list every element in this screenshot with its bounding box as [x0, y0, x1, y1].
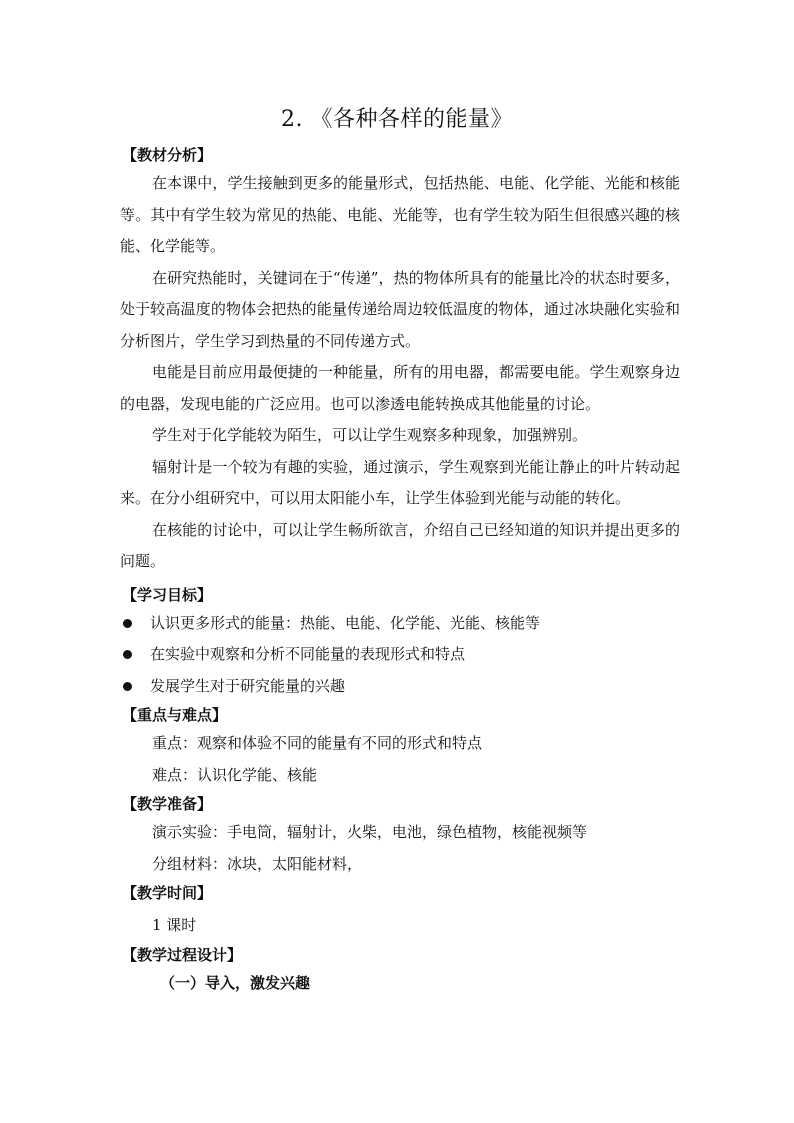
- page-title: 2. 《各种各样的能量》: [281, 107, 513, 132]
- section-heading-objectives: 【学习目标】: [122, 585, 213, 604]
- list-item-text: 认识更多形式的能量：热能、电能、化学能、光能、核能等: [150, 613, 541, 632]
- section-heading-analysis: 【教材分析】: [122, 146, 213, 164]
- paragraph: 辐射计是一个较为有趣的实验，通过演示，学生观察到光能让静止的叶片转动起来。在分小组研究中，可以用太阳能小车，让学生体验到光能与动能的转化。: [120, 457, 680, 507]
- list-item-text: 发展学生对于研究能量的兴趣: [150, 676, 346, 695]
- paragraph: 在研究热能时，关键词在于“传递”，热的物体所具有的能量比冷的状态时要多，处于较高温度的物体会把热的能量传递给周边较低温度的物体，通过冰块融化实验和分析图片，学生学习到热量的不同传递方式。: [120, 268, 680, 350]
- section-heading-key-points: 【重点与难点】: [122, 706, 228, 724]
- section-heading-time: 【教学时间】: [122, 884, 213, 902]
- process-subheading: （一）导入，激发兴趣: [160, 973, 311, 992]
- bullet-icon: [123, 682, 132, 691]
- demo-materials-line: 演示实验：手电筒，辐射计，火柴，电池，绿色植物，核能视频等: [152, 823, 588, 841]
- paragraph: 学生对于化学能较为陌生，可以让学生观察多种现象，加强辨别。: [152, 426, 588, 444]
- paragraph: 在核能的讨论中，可以让学生畅所欲言，介绍自己已经知道的知识并提出更多的问题。: [120, 520, 680, 570]
- section-heading-preparation: 【教学准备】: [122, 795, 213, 813]
- paragraph: 在本课中，学生接触到更多的能量形式，包括热能、电能、化学能、光能和核能等。其中有学生较为常见的热能、电能、光能等，也有学生较为陌生但很感兴趣的核能、化学能等。: [120, 174, 680, 255]
- bullet-icon: [123, 650, 132, 659]
- group-materials-line: 分组材料：冰块，太阳能材料，: [152, 854, 363, 873]
- list-item: [120, 671, 680, 703]
- bullet-icon: [123, 619, 132, 628]
- key-point-line: 重点：观察和体验不同的能量有不同的形式和特点: [152, 734, 483, 752]
- list-item-text: 在实验中观察和分析不同能量的表现形式和特点: [150, 645, 466, 663]
- paragraph: 电能是目前应用最便捷的一种能量，所有的用电器，都需要电能。学生观察身边的电器，发现电能的广泛应用。也可以渗透电能转换成其他能量的讨论。: [120, 363, 680, 413]
- list-item: [120, 608, 680, 640]
- list-item: [120, 639, 680, 671]
- lesson-time-value: 1 课时: [152, 916, 197, 934]
- difficulty-line: 难点：认识化学能、核能: [152, 765, 318, 784]
- section-heading-process: 【教学过程设计】: [122, 945, 243, 964]
- document-body: [120, 142, 680, 999]
